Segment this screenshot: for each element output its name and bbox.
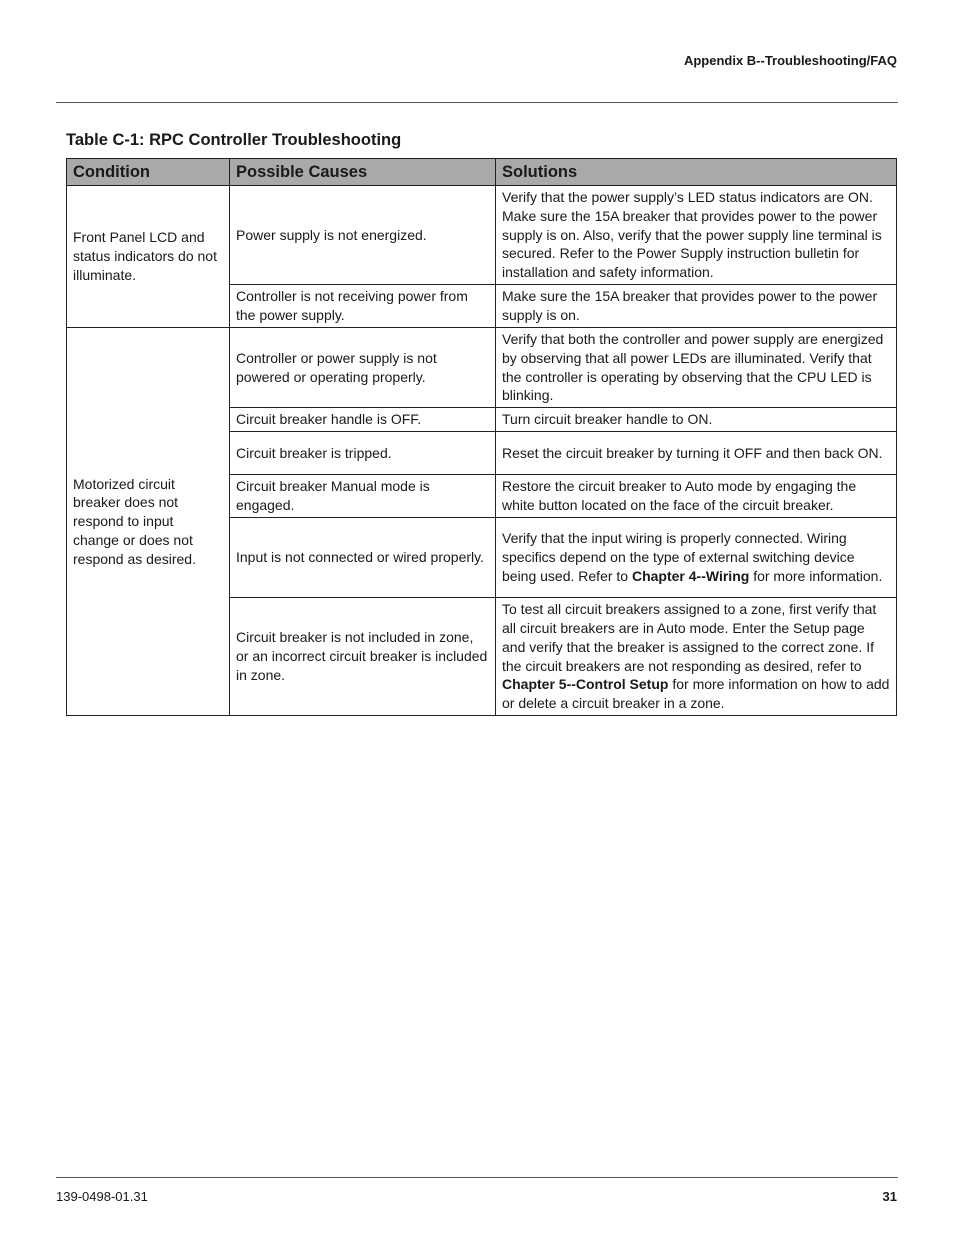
header-divider	[56, 102, 898, 103]
footer-divider	[56, 1177, 898, 1178]
column-header-possible-causes: Possible Causes	[230, 159, 496, 186]
solution-cell: Restore the circuit breaker to Auto mode by engaging the white button located on the face of the circuit breaker.	[496, 475, 897, 518]
table-row	[67, 328, 897, 408]
solution-text: To test all circuit breakers assigned to a zone, first verify that all circuit breakers are in Auto mode. Enter the Setup page and verify that the breaker is assigned to the correct zone. If the circuit breakers are not responding as desired, refer to	[502, 601, 877, 674]
solution-cell	[496, 518, 897, 598]
cause-cell: Power supply is not energized.	[230, 186, 496, 285]
condition-cell: Front Panel LCD and status indicators do not illuminate.	[67, 186, 230, 328]
solution-cell: Make sure the 15A breaker that provides power to the power supply is on.	[496, 285, 897, 328]
condition-cell: Motorized circuit breaker does not respond to input change or does not respond as desired.	[67, 328, 230, 716]
solution-text: Verify that the input wiring is properly connected. Wiring specifics depend on the type of external switching device being used. Refer to	[502, 530, 855, 584]
solution-cell	[496, 598, 897, 716]
document-number: 139-0498-01.31	[56, 1189, 148, 1204]
column-header-condition: Condition	[67, 159, 230, 186]
cause-cell: Circuit breaker Manual mode is engaged.	[230, 475, 496, 518]
solution-cell: Turn circuit breaker handle to ON.	[496, 408, 897, 432]
table-header-row	[67, 159, 897, 186]
table-row	[67, 186, 897, 285]
chapter-reference: Chapter 5--Control Setup	[502, 676, 669, 693]
page-number: 31	[882, 1189, 897, 1204]
cause-cell: Input is not connected or wired properly.	[230, 518, 496, 598]
cause-cell: Circuit breaker is not included in zone, or an incorrect circuit breaker is included in zone.	[230, 598, 496, 716]
running-header: Appendix B--Troubleshooting/FAQ	[683, 53, 897, 68]
solution-text: for more information on how to add or delete a circuit breaker in a zone.	[502, 676, 890, 711]
solution-text: for more information.	[749, 567, 883, 584]
solution-cell: Verify that the power supply’s LED status indicators are ON. Make sure the 15A breaker that provides power to the power supply is on. Also, verify that the power supply line terminal is secured. Refer to the Power Supply instruction bulletin for installation and safety information.	[496, 186, 897, 285]
column-header-solutions: Solutions	[496, 159, 897, 186]
solution-cell: Reset the circuit breaker by turning it OFF and then back ON.	[496, 432, 897, 475]
cause-cell: Controller or power supply is not powered or operating properly.	[230, 328, 496, 408]
cause-cell: Controller is not receiving power from the power supply.	[230, 285, 496, 328]
troubleshooting-table	[66, 158, 897, 716]
solution-cell: Verify that both the controller and power supply are energized by observing that all power LEDs are illuminated. Verify that the controller is operating by observing that the CPU LED is blinking.	[496, 328, 897, 408]
cause-cell: Circuit breaker handle is OFF.	[230, 408, 496, 432]
chapter-reference: Chapter 4--Wiring	[631, 567, 750, 584]
table-title: Table C-1: RPC Controller Troubleshooting	[66, 131, 402, 149]
cause-cell: Circuit breaker is tripped.	[230, 432, 496, 475]
